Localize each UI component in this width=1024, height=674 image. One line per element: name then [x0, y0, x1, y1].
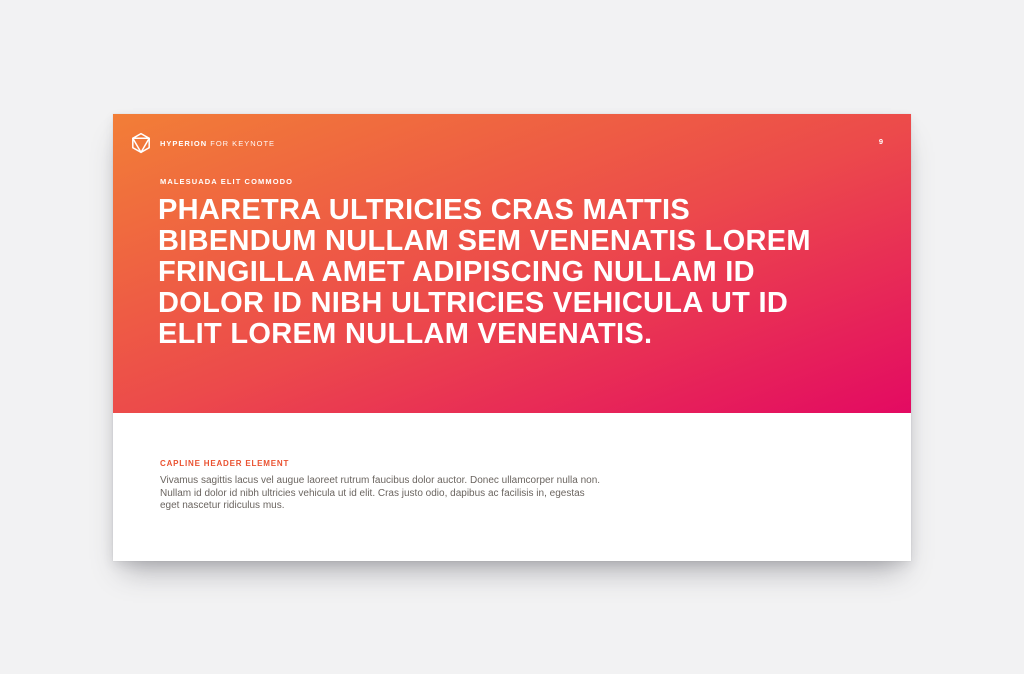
headline [158, 195, 811, 350]
slide-content-panel [113, 413, 911, 561]
headline-line: BIBENDUM NULLAM SEM VENENATIS LOREM [158, 225, 811, 257]
presentation-slide [113, 114, 911, 561]
headline-line: ELIT LOREM NULLAM VENENATIS. [158, 318, 653, 350]
body-paragraph [160, 475, 600, 513]
brand-text [160, 139, 275, 148]
brand-name: HYPERION [160, 139, 208, 148]
slide-gradient-panel [113, 114, 911, 413]
eyebrow-label: MALESUADA ELIT COMMODO [160, 177, 294, 186]
headline-line: PHARETRA ULTRICIES CRAS MATTIS [158, 194, 691, 226]
body-line: eget nascetur ridiculus mus. [160, 500, 285, 511]
hexagon-triangle-logo-icon [130, 132, 152, 154]
headline-line: FRINGILLA AMET ADIPISCING NULLAM ID [158, 256, 755, 288]
page-number: 9 [878, 137, 883, 146]
headline-line: DOLOR ID NIBH ULTRICIES VEHICULA UT ID [158, 287, 789, 319]
body-line: Vivamus sagittis lacus vel augue laoreet rutrum faucibus dolor auctor. Donec ullamcorper nulla non. [160, 475, 601, 486]
capline-header: CAPLINE HEADER ELEMENT [160, 459, 290, 468]
brand-suffix: FOR KEYNOTE [207, 139, 276, 148]
body-line: Nullam id dolor id nibh ultricies vehicula ut id elit. Cras justo odio, dapibus ac facilisis in, egestas [160, 487, 585, 499]
